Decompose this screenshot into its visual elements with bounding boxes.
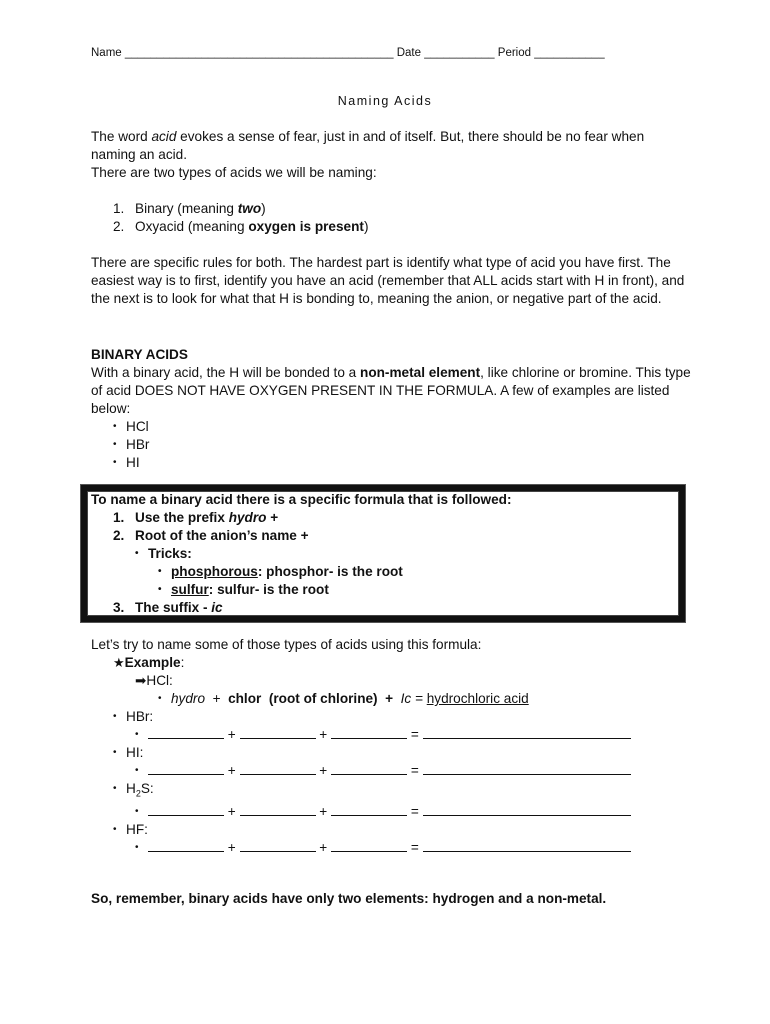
example-list <box>113 418 691 472</box>
answer-blank[interactable] <box>331 803 407 816</box>
answer-blank[interactable] <box>240 762 316 775</box>
period-blank: ___________ <box>534 47 605 59</box>
intro-paragraph-2: There are two types of acids we will be naming: <box>91 165 377 180</box>
intro-paragraph-1: The word acid evokes a sense of fear, just in and of itself. But, there should be no fear when naming an acid. <box>91 129 645 162</box>
date-blank: ___________ <box>424 47 495 59</box>
answer-blank[interactable] <box>331 762 407 775</box>
rule-heading: To name a binary acid there is a specific formula that is followed: <box>91 492 512 507</box>
answer-blank[interactable] <box>240 803 316 816</box>
name-blank: __________________________________________ <box>124 47 394 59</box>
answer-blank[interactable] <box>148 803 224 816</box>
answer-row: • + + = <box>135 839 691 857</box>
rule-step-1: 1. Use the prefix hydro + <box>113 510 279 525</box>
practice-section <box>91 636 691 857</box>
acid-types-list <box>113 200 691 236</box>
tricks-label: • Tricks: <box>135 545 681 563</box>
rule-box <box>91 491 681 617</box>
practice-item-hbr: • HBr: <box>113 708 691 726</box>
example-formula-row: ➡HCl: <box>135 673 173 688</box>
answer-blank[interactable] <box>148 726 224 739</box>
answer-row: • + + = <box>135 762 691 780</box>
practice-intro: Let’s try to name some of those types of acids using this formula: <box>91 637 482 652</box>
rule-step-2: 2. Root of the anion’s name + <box>113 528 309 543</box>
list-item: • HI <box>113 454 691 472</box>
period-label: Period <box>497 47 532 59</box>
star-icon: ★ <box>113 655 125 670</box>
name-label: Name <box>91 47 122 59</box>
binary-heading: BINARY ACIDS <box>91 347 188 362</box>
list-item: • HCl <box>113 418 691 436</box>
example-answer-row: • hydro + chlor (root of chlorine) + Ic = hydrochloric acid <box>158 690 691 708</box>
intro-paragraph-3: There are specific rules for both. The hardest part is identify what type of acid you have first. The easiest way is to first, identify you have an acid (remember that ALL acids start with H in front), and the next is to look for what that H is bonding to, meaning the anion, or negative part of the acid. <box>91 255 685 306</box>
list-item: 2. Oxyacid (meaning oxygen is present) <box>113 219 369 234</box>
list-item: • HBr <box>113 436 691 454</box>
arrow-icon: ➡ <box>135 673 147 688</box>
rule-step-3: 3. The suffix - ic <box>113 600 223 615</box>
answer-blank[interactable] <box>148 839 224 852</box>
header-line <box>91 47 605 59</box>
practice-item-hf: • HF: <box>113 821 691 839</box>
answer-blank[interactable] <box>423 762 631 775</box>
list-item: 1. Binary (meaning two) <box>113 201 266 216</box>
page-title: Naming Acids <box>337 94 433 108</box>
answer-blank[interactable] <box>423 839 631 852</box>
practice-item-h2s: • $H_2S$: <box>113 780 691 803</box>
example-label-row: ★Example: <box>113 655 185 670</box>
trick-phosphorous: • phosphorous: phosphor- is the root <box>158 563 681 581</box>
answer-blank[interactable] <box>240 839 316 852</box>
answer-row: • + + = <box>135 726 691 744</box>
trick-sulfur: • sulfur: sulfur- is the root <box>158 581 681 599</box>
date-label: Date <box>396 47 422 59</box>
binary-paragraph: With a binary acid, the H will be bonded to a non-metal element, like chlorine or bromine. This type of acid DOES NOT HAVE OXYGEN PRESENT IN THE FORMULA. A few of examples are listed below: <box>91 365 691 416</box>
answer-blank[interactable] <box>423 803 631 816</box>
binary-acids-section <box>91 346 691 472</box>
intro-section <box>91 128 691 308</box>
answer-blank[interactable] <box>331 839 407 852</box>
conclusion: So, remember, binary acids have only two elements: hydrogen and a non-metal. <box>91 891 607 906</box>
answer-blank[interactable] <box>331 726 407 739</box>
answer-row: • + + = <box>135 803 691 821</box>
answer-blank[interactable] <box>423 726 631 739</box>
answer-blank[interactable] <box>148 762 224 775</box>
practice-item-hi: • HI: <box>113 744 691 762</box>
answer-blank[interactable] <box>240 726 316 739</box>
